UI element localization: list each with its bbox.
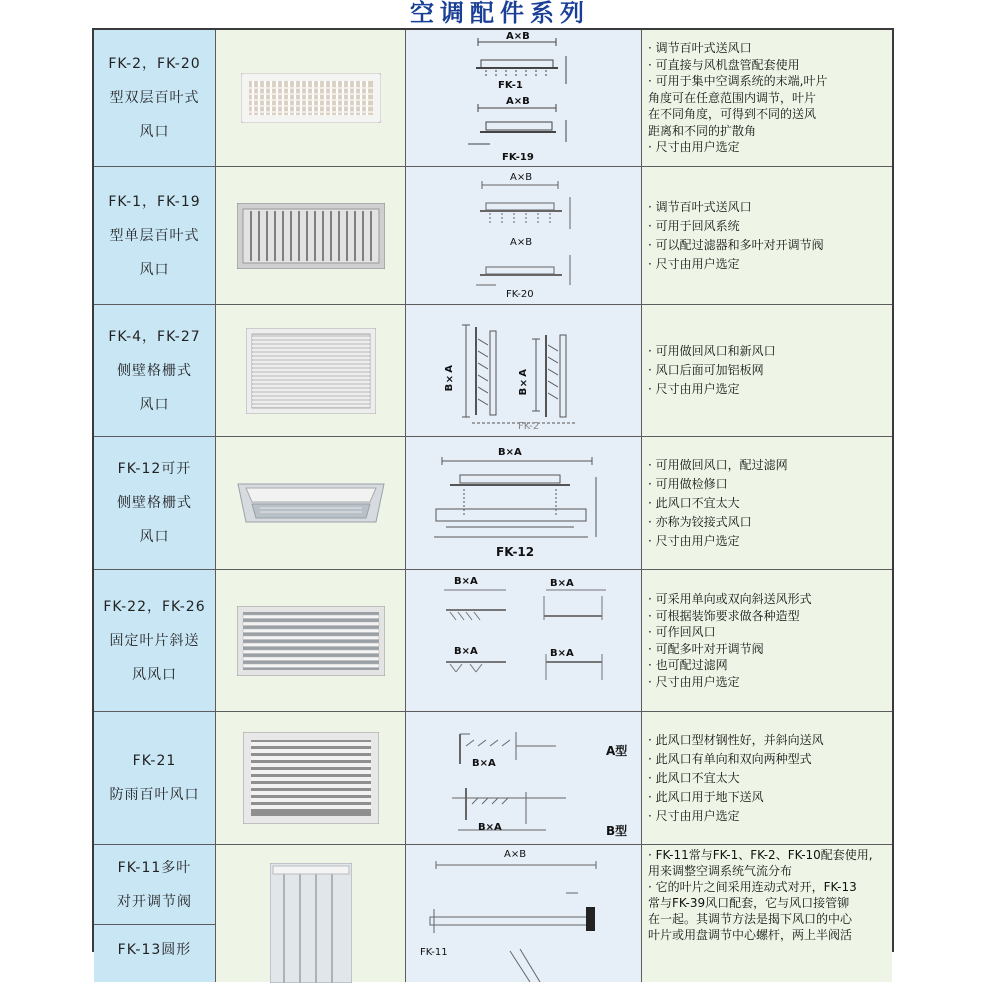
product-name-line: 风口 (139, 124, 170, 140)
product-name-cell (94, 167, 216, 304)
product-name-line: 风口 (139, 396, 170, 413)
description-line: · 尺寸由用户选定 (648, 808, 740, 823)
description-line: · 可配多叶对开调节阀 (648, 641, 764, 656)
drawing-label: A×B (504, 849, 527, 860)
technical-drawing (406, 167, 642, 304)
description-line: · 尺寸由用户选定 (648, 256, 740, 271)
description-line: · 调节百叶式送风口 (648, 41, 752, 56)
description-line: 用来调整空调系统气流分布 (648, 864, 793, 878)
product-name-line: FK-11多叶 (117, 859, 192, 876)
description-line: · 可根据装饰要求做各种造型 (648, 608, 800, 623)
description-line: · 可用于集中空调系统的末端,叶片 (648, 74, 828, 89)
description-line: · 此风口用于地下送风 (648, 789, 764, 804)
drawing-label: FK-11 (420, 947, 448, 958)
drawing-label: B型 (606, 824, 628, 838)
drawing-label: A×B (510, 172, 533, 183)
product-name-line: FK-13圆形 (117, 942, 192, 958)
product-name-line: FK-4，FK-27 (108, 328, 201, 345)
description-line: · 尺寸由用户选定 (648, 382, 740, 396)
product-name-line: FK-1，FK-19 (108, 193, 201, 210)
technical-drawing-cell (406, 167, 642, 304)
product-photo-cell (216, 30, 406, 166)
product-name-line: 型单层百叶式 (109, 227, 200, 244)
product-name-line: 风口 (139, 261, 170, 278)
description-line: · 调节百叶式送风口 (648, 199, 752, 214)
product-photo-cell (216, 712, 406, 844)
product-name-line: 型双层百叶式 (109, 90, 200, 106)
openable-grille-image (236, 478, 386, 528)
description-line: · 也可配过滤网 (648, 658, 728, 672)
product-photo-cell (216, 570, 406, 711)
product-name-line: 风风口 (132, 666, 177, 683)
page-title: 空调配件系列 (410, 0, 590, 27)
sidewall-grille-image (246, 328, 376, 414)
technical-drawing-cell (406, 570, 642, 711)
product-name-line: 对开调节阀 (117, 893, 192, 910)
drawing-label: B×A (550, 578, 574, 589)
table-row (94, 167, 892, 305)
description-line: · 尺寸由用户选定 (648, 140, 740, 155)
drawing-label: B×A (498, 447, 522, 458)
description-line: · 亦称为铰接式风口 (648, 514, 752, 529)
drawing-label: A×B (506, 96, 530, 107)
damper-image (270, 863, 352, 983)
table-row (94, 437, 892, 570)
description-line: · 此风口有单向和双向两种型式 (648, 751, 812, 766)
drawing-label: B×A (444, 365, 455, 392)
description-line: · 尺寸由用户选定 (648, 533, 740, 548)
product-name-line: 侧壁格栅式 (117, 362, 192, 379)
description-line: 角度可在任意范围内调节，叶片 (648, 90, 817, 105)
description-line: · 它的叶片之间采用连动式对开，FK-13 (648, 880, 857, 894)
description-line: · 可用做检修口 (648, 476, 728, 491)
description-line: · 尺寸由用户选定 (648, 674, 740, 689)
product-photo-cell (216, 437, 406, 569)
description-line: 叶片或用盘调节中心螺杆，两上半阀活 (648, 928, 853, 942)
description-line: · 可用做回风口，配过滤网 (648, 457, 788, 472)
product-name-line: 固定叶片斜送 (109, 632, 200, 649)
product-name-cell (94, 437, 216, 569)
description-line: 常与FK-39风口配套，它与风口接管铆 (648, 896, 850, 910)
table-row (94, 845, 892, 982)
drawing-label: FK-12 (496, 545, 535, 559)
product-photo-cell (216, 305, 406, 436)
drawing-label: FK-2 (518, 421, 540, 432)
description-cell (642, 30, 892, 166)
product-name-line: 防雨百叶风口 (109, 787, 200, 803)
description-line: 距离和不同的扩散角 (648, 123, 757, 138)
product-photo-cell (216, 167, 406, 304)
rainproof-louver-image (243, 732, 379, 824)
description-cell (642, 570, 892, 711)
table-row (94, 30, 892, 167)
description-cell (642, 845, 892, 982)
description-line: · 可直接与风机盘管配套使用 (648, 57, 800, 72)
product-name-line: 侧壁格栅式 (117, 495, 192, 511)
double-louver-grille-image (241, 73, 381, 123)
description-line: 在不同角度，可得到不同的送风 (648, 107, 817, 122)
drawing-label: B×A (472, 758, 496, 769)
drawing-label: A×B (506, 31, 530, 42)
description-line: · 此风口不宜太大 (648, 770, 740, 785)
description-line: 在一起。其调节方法是揭下风口的中心 (648, 912, 853, 926)
product-table (92, 28, 894, 958)
product-name-cell (94, 925, 216, 982)
product-name-cell (94, 712, 216, 844)
drawing-label: A型 (606, 744, 628, 758)
drawing-label: B×A (550, 648, 574, 659)
description-cell (642, 167, 892, 304)
description-cell (642, 437, 892, 569)
technical-drawing (406, 845, 642, 982)
description-line: · 可以配过滤器和多叶对开调节阀 (648, 237, 824, 252)
technical-drawing-cell (406, 305, 642, 436)
drawing-label: B×A (518, 369, 529, 396)
drawing-label: B×A (478, 822, 502, 833)
product-photo-cell (216, 845, 406, 982)
technical-drawing-cell (406, 30, 642, 166)
description-line: · 此风口不宜太大 (648, 495, 740, 510)
description-line: · 风口后面可加铝板网 (648, 363, 764, 377)
product-name-line: FK-2，FK-20 (108, 56, 201, 72)
drawing-label: FK-20 (506, 289, 534, 300)
description-line: · 可作回风口 (648, 625, 716, 639)
product-name-line: FK-21 (132, 753, 177, 769)
product-name-line: 风口 (139, 529, 170, 545)
product-name-cell (94, 570, 216, 711)
drawing-label: FK-19 (502, 152, 534, 163)
table-row (94, 305, 892, 437)
technical-drawing-cell (406, 437, 642, 569)
drawing-label: B×A (454, 576, 478, 587)
fixed-blade-grille-image (237, 606, 385, 676)
description-line: · FK-11常与FK-1、FK-2、FK-10配套使用, (648, 848, 873, 862)
product-name-line: FK-22，FK-26 (103, 598, 206, 615)
technical-drawing-cell (406, 845, 642, 982)
product-name-line: FK-12可开 (117, 461, 192, 477)
single-louver-grille-image (237, 203, 385, 269)
description-cell (642, 305, 892, 436)
technical-drawing-cell (406, 712, 642, 844)
product-name-cell (94, 845, 216, 925)
product-name-cell (94, 30, 216, 166)
drawing-label: FK-1 (498, 80, 523, 91)
drawing-label: B×A (454, 646, 478, 657)
drawing-label: A×B (510, 237, 533, 248)
product-name-cell (94, 305, 216, 436)
description-line: · 此风口型材钢性好，并斜向送风 (648, 732, 824, 747)
table-row (94, 712, 892, 845)
description-line: · 可用于回风系统 (648, 218, 740, 233)
description-line: · 可采用单向或双向斜送风形式 (648, 592, 812, 606)
table-row (94, 570, 892, 712)
description-line: · 可用做回风口和新风口 (648, 344, 776, 358)
description-cell (642, 712, 892, 844)
technical-drawing (406, 570, 642, 711)
